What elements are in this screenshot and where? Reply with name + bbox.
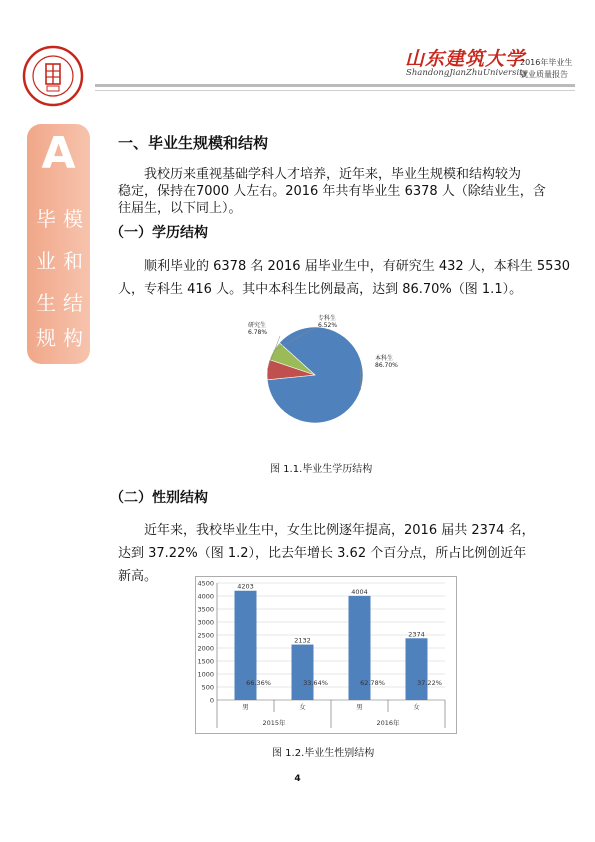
text-line: 往届生，以下同上）。	[118, 201, 242, 216]
pie-slice-name: 本科生	[375, 355, 394, 362]
y-tick-label: 4000	[197, 592, 214, 601]
text-line: 达到 37.22%（图 1.2），比去年增长 3.62 个百分点，所占比例创近年	[118, 546, 527, 561]
x-category-label: 男	[356, 703, 363, 711]
text-line: 顺利毕业的 6378 名 2016 届毕业生中，有研究生 432 人，本科生 5530	[144, 259, 570, 274]
text-line: 人，专科生 416 人。其中本科生比例最高，达到 86.70%（图 1.1）。	[118, 282, 523, 297]
section-title: 一、毕业生规模和结构	[118, 134, 269, 152]
header-divider	[95, 84, 575, 87]
university-name-cn: 山东建筑大学	[405, 48, 526, 70]
side-tab-char: 构	[63, 326, 83, 350]
x-group-label: 2016年	[376, 719, 400, 727]
y-tick-label: 1500	[197, 657, 214, 666]
intro-paragraph	[118, 166, 558, 217]
bar-caption: 图 1.2.毕业生性别结构	[272, 748, 375, 759]
y-tick-label: 3500	[197, 605, 214, 614]
side-tab-char: 规	[36, 326, 56, 350]
pie-slice-label: 86.70%	[375, 362, 398, 369]
pie-slice-name: 专科生	[318, 315, 337, 322]
y-tick-label: 500	[201, 683, 214, 692]
subsection-title-gender: （二）性别结构	[110, 490, 208, 506]
x-category-label: 男	[242, 703, 249, 711]
y-tick-label: 1000	[197, 670, 214, 679]
y-tick-label: 0	[209, 696, 214, 705]
pie-slice-label: 6.52%	[318, 322, 338, 329]
pie-slice-name: 研究生	[248, 322, 267, 329]
bar-percent-label: 37.22%	[417, 679, 442, 687]
gender-bar-chart	[195, 576, 457, 734]
education-paragraph	[118, 258, 570, 298]
education-pie-chart	[220, 306, 420, 430]
page-number: 4	[294, 774, 301, 784]
pie-slice-label: 6.78%	[248, 329, 268, 336]
bar-value-label: 4004	[351, 587, 368, 596]
header-divider-thin	[95, 90, 575, 91]
university-name-en: ShandongJianZhuUniversity	[406, 68, 528, 78]
y-tick-label: 2000	[197, 644, 214, 653]
text-line: 新高。	[118, 569, 158, 584]
y-tick-label: 2500	[197, 631, 214, 640]
bar-percent-label: 66.36%	[246, 679, 271, 687]
pie-caption: 图 1.1.毕业生学历结构	[270, 464, 373, 475]
text-line: 我校历来重视基础学科人才培养，近年来，毕业生规模和结构较为	[144, 167, 522, 182]
bar-value-label: 2374	[408, 630, 425, 639]
bar	[292, 645, 314, 700]
side-tab-char: 业	[36, 249, 56, 273]
y-tick-label: 4500	[197, 579, 214, 588]
y-tick-label: 3000	[197, 618, 214, 627]
bar-percent-label: 33.64%	[303, 679, 328, 687]
x-category-label: 女	[299, 703, 306, 711]
side-tab-char: 模	[63, 207, 83, 231]
university-seal-logo	[22, 45, 84, 107]
text-line: 近年来，我校毕业生中，女生比例逐年提高，2016 届共 2374 名，	[144, 523, 535, 538]
side-tab-char: 毕	[36, 207, 56, 231]
bar-value-label: 4203	[237, 582, 254, 591]
bar-value-label: 2132	[294, 636, 311, 645]
report-year-label: 2016年毕业生	[520, 58, 573, 67]
bar	[406, 638, 428, 700]
side-tab-char: 结	[63, 291, 83, 315]
report-title-label: 就业质量报告	[520, 70, 568, 79]
side-tab-char: 和	[63, 249, 83, 273]
text-line: 稳定，保持在7000 人左右。2016 年共有毕业生 6378 人（除结业生，含	[118, 184, 546, 199]
bar-percent-label: 62.78%	[360, 679, 385, 687]
subsection-title-education: （一）学历结构	[110, 225, 208, 241]
chapter-letter: A	[41, 128, 76, 179]
side-tab-char: 生	[36, 291, 56, 315]
x-group-label: 2015年	[262, 719, 286, 727]
x-category-label: 女	[413, 703, 420, 711]
